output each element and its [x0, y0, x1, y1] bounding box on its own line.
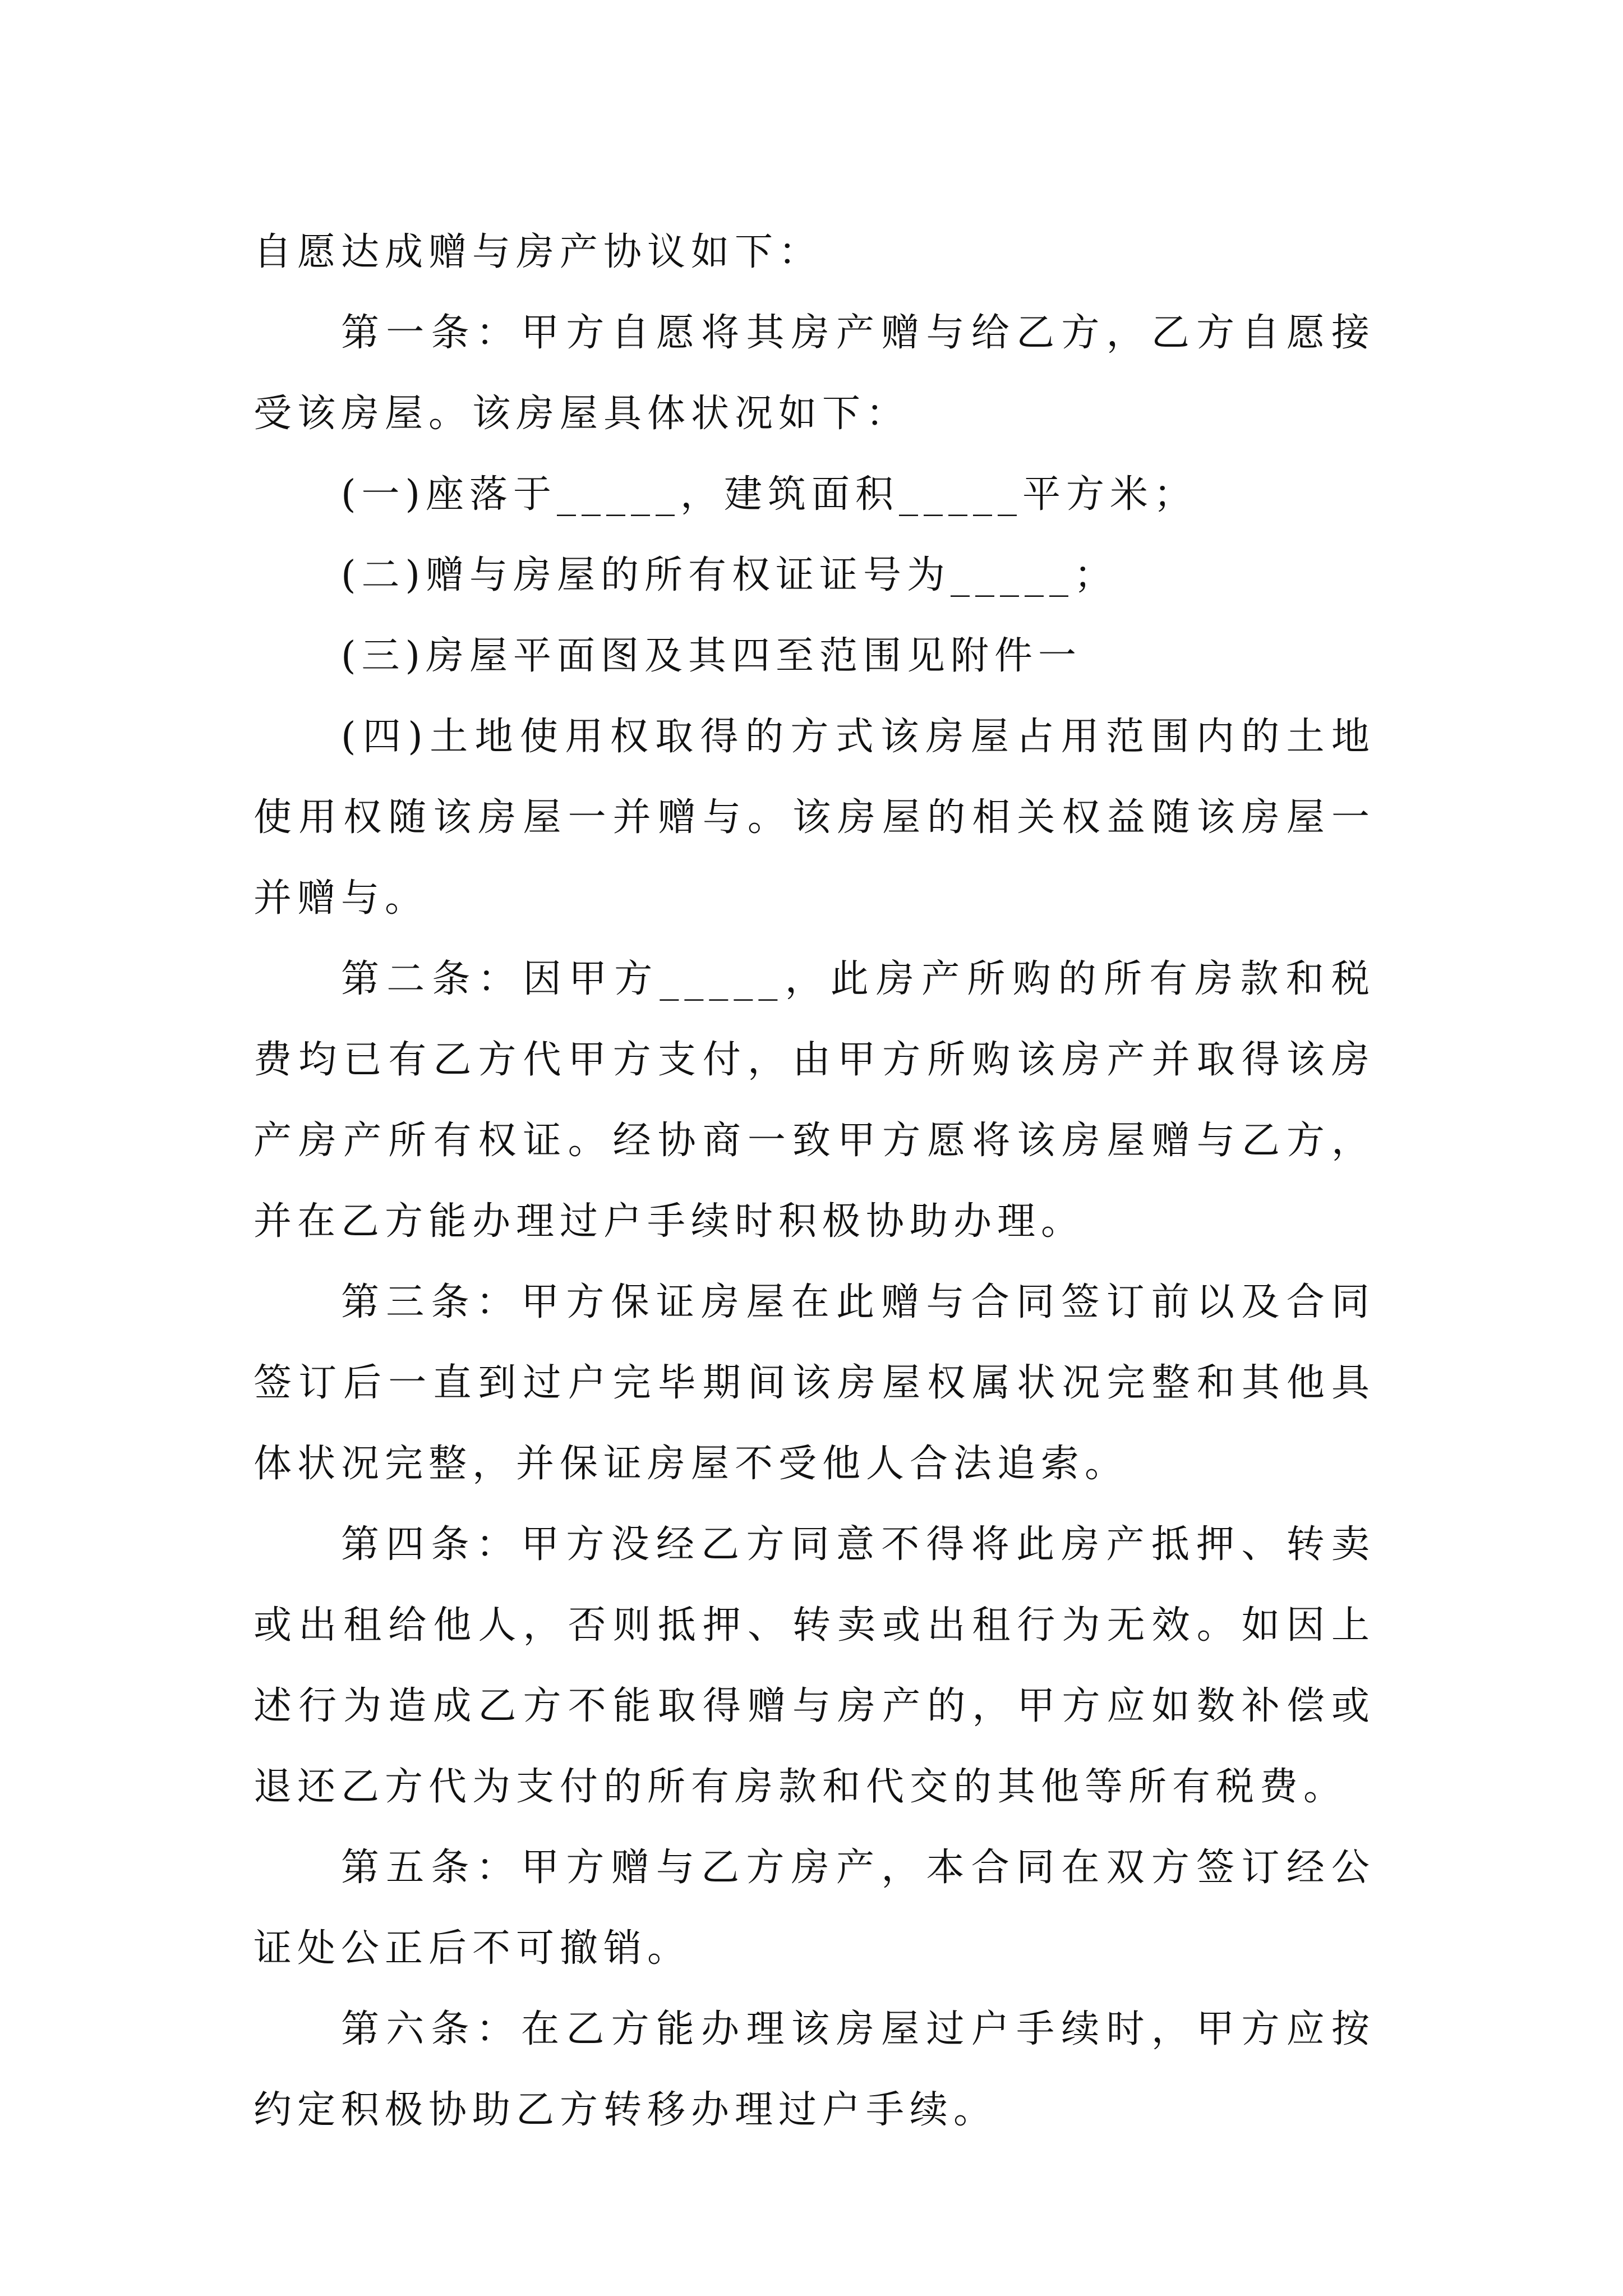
paragraph-intro: 自愿达成赠与房产协议如下：: [253, 230, 823, 274]
paragraph-article-4: 第四条：甲方没经乙方同意不得将此房产抵押、转卖或出租给他人，否则抵押、转卖或出租行为无效。如因上述行为造成乙方不能取得赠与房产的，甲方应如数补偿或退还乙方代为支付的所有房款和代交的其他等所有税费。: [253, 1522, 1375, 1809]
paragraph-article-1: 第一条：甲方自愿将其房产赠与给乙方，乙方自愿接受该房屋。该房屋具体状况如下：: [253, 311, 1375, 436]
paragraph-article-6: 第六条：在乙方能办理该房屋过户手续时，甲方应按约定积极协助乙方转移办理过户手续。: [253, 2007, 1375, 2132]
paragraph-article-2: 第二条：因甲方_____，此房产所购的所有房款和税费均已有乙方代甲方支付，由甲方所购该房产并取得该房产房产所有权证。经协商一致甲方愿将该房屋赠与乙方，并在乙方能办理过户手续时积极协助办理。: [253, 957, 1375, 1244]
paragraph-item-2: (二)赠与房屋的所有权证证号为_____；: [341, 553, 1118, 597]
document-body: [253, 212, 1375, 2151]
paragraph-article-3: 第三条：甲方保证房屋在此赠与合同签订前以及合同签订后一直到过户完毕期间该房屋权属状况完整和其他具体状况完整，并保证房屋不受他人合法追索。: [253, 1280, 1375, 1486]
paragraph-item-4: (四)土地使用权取得的方式该房屋占用范围内的土地使用权随该房屋一并赠与。该房屋的相关权益随该房屋一并赠与。: [253, 715, 1375, 921]
paragraph-article-5: 第五条：甲方赠与乙方房产，本合同在双方签订经公证处公正后不可撤销。: [253, 1846, 1375, 1971]
paragraph-item-1: (一)座落于_____，建筑面积_____平方米；: [341, 472, 1198, 517]
paragraph-item-3: (三)房屋平面图及其四至范围见附件一: [341, 634, 1082, 678]
